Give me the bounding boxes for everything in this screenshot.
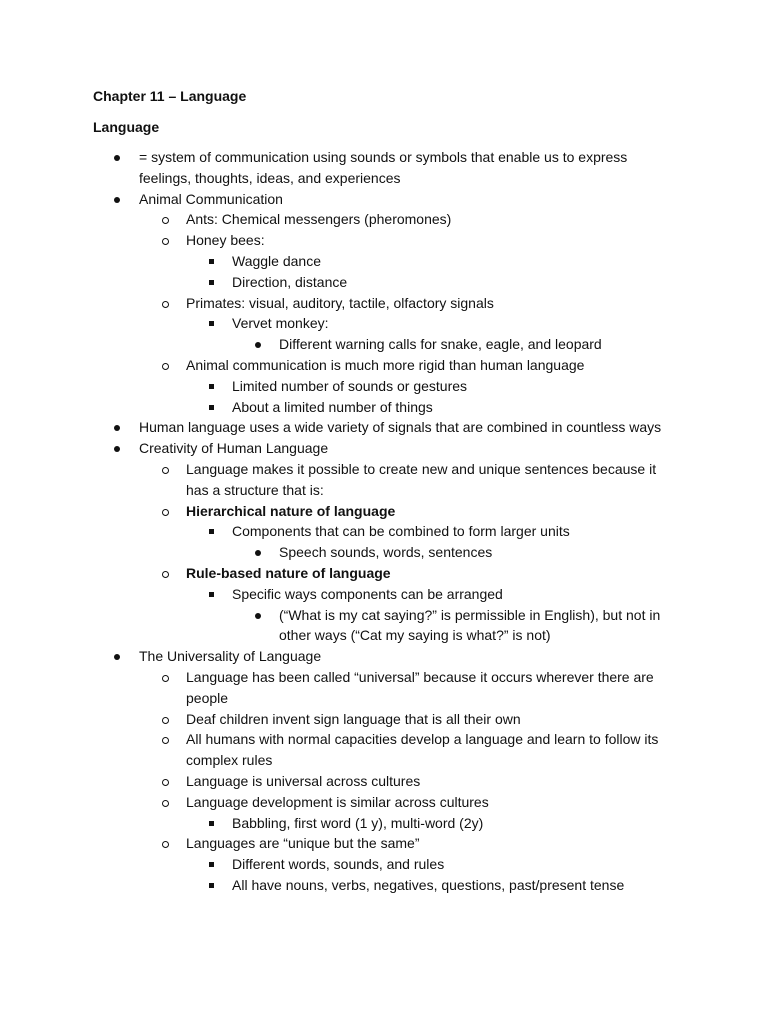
list-item-text: Deaf children invent sign language that is all their own: [186, 710, 521, 727]
list-item-text: Language is universal across cultures: [186, 772, 421, 789]
list-item: [0, 313, 674, 334]
list-item-text: Ants: Chemical messengers (pheromones): [186, 211, 452, 228]
list-item-text: Limited number of sounds or gestures: [232, 377, 468, 394]
list-item: [0, 646, 674, 667]
list-item-text: Speech sounds, words, sentences: [279, 544, 493, 561]
list-item: [0, 667, 674, 709]
list-item: [0, 563, 674, 584]
list-item: [0, 584, 674, 605]
list-item: [0, 771, 674, 792]
list-item: [0, 397, 674, 418]
list-item-text: = system of communication using sounds or symbols that enable us to express feelings, thoughts, ideas, and experiences: [139, 149, 632, 186]
list-item-text: Vervet monkey:: [232, 315, 329, 332]
list-item: [0, 709, 674, 730]
list-item: [0, 459, 674, 501]
list-item-text: Hierarchical nature of language: [186, 502, 396, 519]
list-item-text: Babbling, first word (1 y), multi-word (2y): [232, 814, 484, 831]
list-item: [0, 501, 674, 522]
list-item: [0, 293, 674, 314]
list-item-text: All humans with normal capacities develop a language and learn to follow its complex rules: [186, 731, 663, 769]
list-item: [0, 521, 674, 542]
list-item-text: Different warning calls for snake, eagle, and leopard: [279, 336, 602, 353]
list-item: [0, 813, 674, 834]
list-item-text: Direction, distance: [232, 273, 348, 290]
list-item-text: Specific ways components can be arranged: [232, 585, 503, 602]
outline-list: [0, 147, 768, 896]
list-item-text: The Universality of Language: [139, 648, 322, 665]
list-item-text: Primates: visual, auditory, tactile, olfactory signals: [186, 294, 494, 311]
list-item: [0, 438, 674, 459]
list-item-text: Animal Communication: [139, 190, 283, 207]
list-item: [0, 729, 674, 771]
list-item-text: Language development is similar across cultures: [186, 793, 489, 810]
document-title: Chapter 11 – Language: [93, 88, 247, 104]
list-item: [0, 334, 674, 355]
list-item-text: Language has been called “universal” because it occurs wherever there are people: [186, 668, 658, 706]
list-item-text: (“What is my cat saying?” is permissible in English), but not in other ways (“Cat my saying is what?” is not): [279, 606, 665, 644]
list-item-text: Human language uses a wide variety of signals that are combined in countless ways: [139, 419, 662, 436]
list-item-text: Different words, sounds, and rules: [232, 856, 445, 873]
list-item: [0, 376, 674, 397]
list-item-text: Rule-based nature of language: [186, 564, 391, 581]
list-item: [0, 605, 674, 647]
list-item-text: Languages are “unique but the same”: [186, 835, 420, 852]
list-item-text: Animal communication is much more rigid than human language: [186, 356, 585, 373]
list-item: [0, 189, 674, 210]
list-item: [0, 230, 674, 251]
list-item: [0, 147, 674, 189]
list-item-text: Waggle dance: [232, 252, 321, 269]
list-item: [0, 209, 674, 230]
section-heading: Language: [93, 119, 160, 135]
list-item-text: Components that can be combined to form larger units: [232, 523, 570, 540]
list-item-text: About a limited number of things: [232, 398, 433, 415]
list-item-text: All have nouns, verbs, negatives, questions, past/present tense: [232, 876, 625, 893]
list-item: [0, 833, 674, 854]
list-item: [0, 792, 674, 813]
list-item: [0, 272, 674, 293]
list-item: [0, 875, 674, 896]
list-item: [0, 417, 674, 438]
list-item: [0, 542, 674, 563]
list-item: [0, 854, 674, 875]
list-item-text: Honey bees:: [186, 232, 265, 249]
list-item-text: Creativity of Human Language: [139, 440, 329, 457]
list-item: [0, 251, 674, 272]
list-item: [0, 355, 674, 376]
list-item-text: Language makes it possible to create new and unique sentences because it has a structure that is:: [186, 460, 660, 498]
